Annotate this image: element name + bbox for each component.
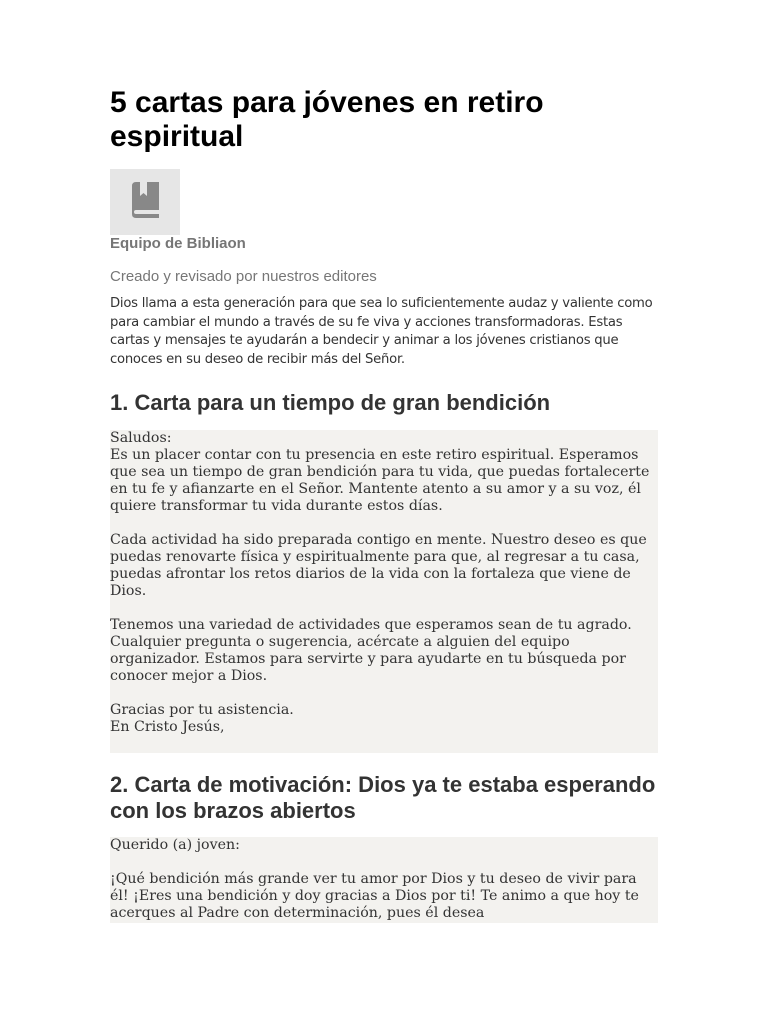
book-icon [128, 182, 162, 223]
letter-paragraph: Tenemos una variedad de actividades que esperamos sean de tu agrado. Cualquier pregunta o sugerencia, acércate a alguien del equipo organizador. Estamos para servirte y para ayudarte en tu búsqueda por conocer mejor a Dios. [110, 617, 632, 684]
reviewed-note: Creado y revisado por nuestros editores [110, 268, 377, 285]
section-heading: 2. Carta de motivación: Dios ya te estaba esperando con los brazos abiertos [110, 772, 656, 823]
section-heading: 1. Carta para un tiempo de gran bendición [110, 390, 551, 415]
letter-paragraph: ¡Qué bendición más grande ver tu amor por Dios y tu deseo de vivir para él! ¡Eres una bendición y doy gracias a Dios por ti! Te animo a que hoy te acerques al Padre con determinación, pues él desea [110, 871, 639, 921]
letter-box [110, 430, 658, 753]
avatar [110, 169, 180, 235]
letter-paragraph: Gracias por tu asistencia. En Cristo Jesús, [110, 702, 294, 735]
page-title: 5 cartas para jóvenes en retiro espiritual [110, 86, 544, 153]
author-name: Equipo de Bibliaon [110, 235, 246, 252]
letter-box [110, 837, 658, 923]
letter-paragraph: Querido (a) joven: [110, 837, 240, 853]
letter-paragraph: Cada actividad ha sido preparada contigo en mente. Nuestro deseo es que puedas renovarte física y espiritualmente para que, al regresar a tu casa, puedas afrontar los retos diarios de la vida con la fortaleza que viene de Dios. [110, 532, 647, 599]
letter-paragraph: Saludos: Es un placer contar con tu presencia en este retiro espiritual. Esperamos que sea un tiempo de gran bendición para tu vida, que puedas fortalecerte en tu fe y afianzarte en el Señor. Mantente atento a su amor y a su voz, él quiere transformar tu vida durante estos días. [110, 430, 650, 514]
intro-paragraph: Dios llama a esta generación para que sea lo suficientemente audaz y valiente como para cambiar el mundo a través de su fe viva y acciones transformadoras. Estas cartas y mensajes te ayudarán a bendecir y animar a los jóvenes cristianos que conoces en su deseo de recibir más del Señor. [110, 296, 653, 367]
